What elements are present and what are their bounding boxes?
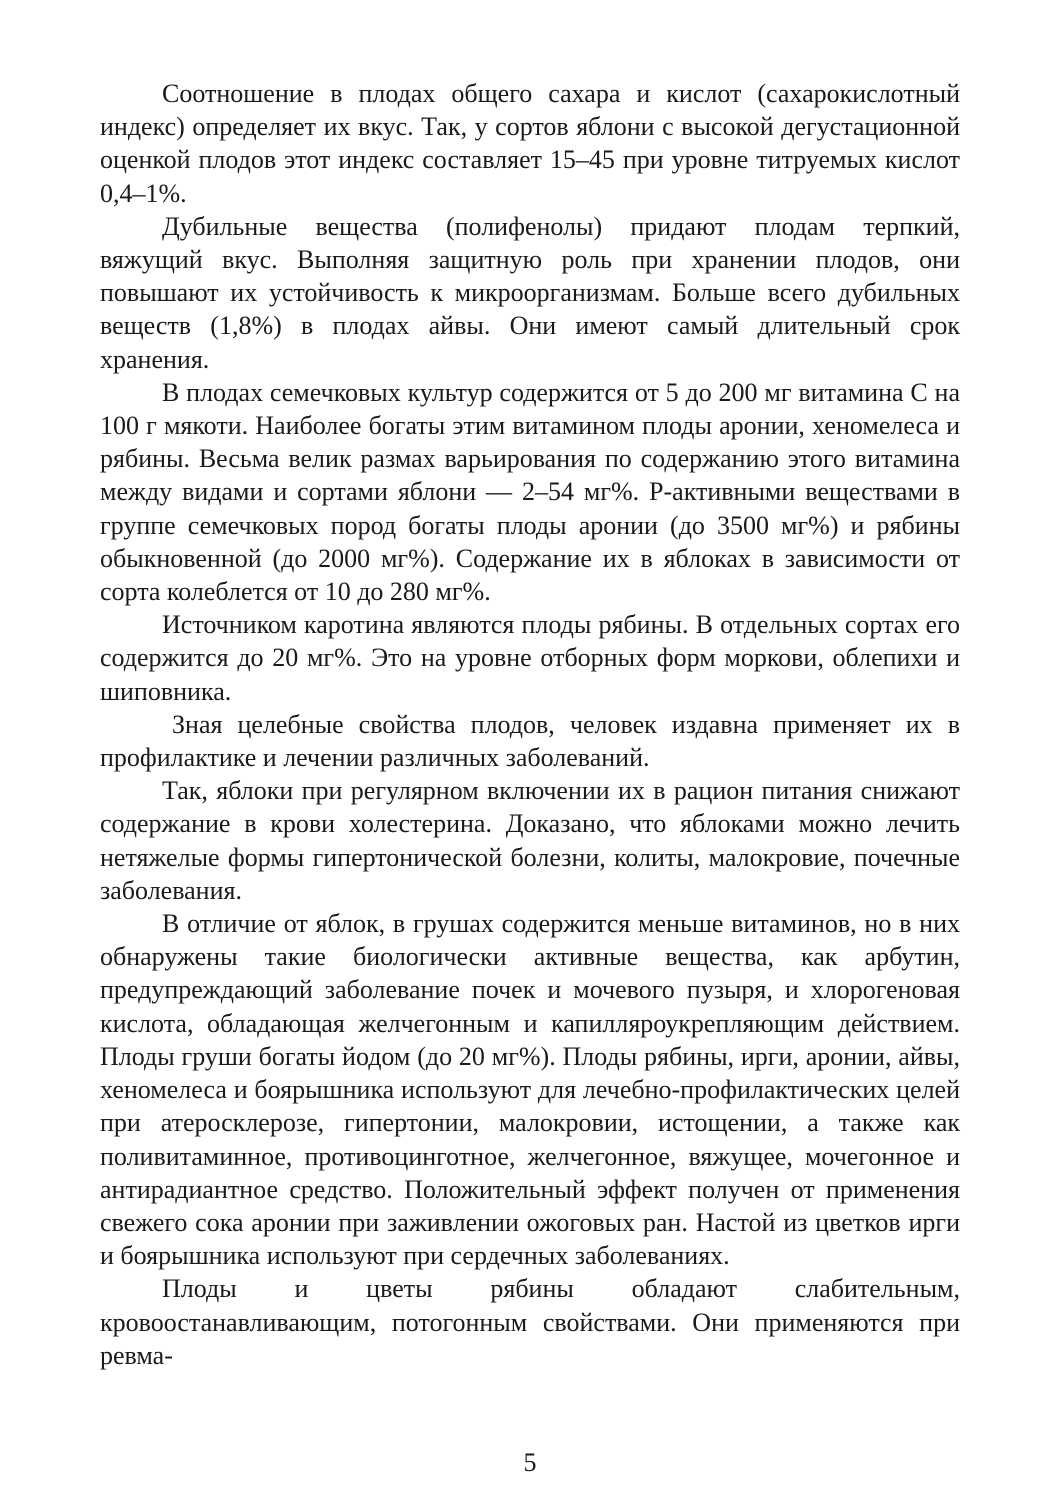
body-text [100,77,960,1372]
page-number: 5 [523,1448,537,1477]
paragraph-pears: В отличие от яблок, в грушах содержится меньше витаминов, но в них обнаружены такие биологически активные вещества, как арбутин, предупреждающий заболевание почек и мочевого пузыря, и хлорогеновая кислота, обладающая желчегонным и капилляроукрепляющим действием. Плоды груши богаты йодом (до 20 мг%). Плоды рябины, ирги, аронии, айвы, хеномелеса и боярышника используют для лечебно-профилактических целей при атеросклерозе, гипертонии, малокровии, истощении, а также как поливитаминное, противоцинготное, желчегонное, вяжущее, мочегонное и антирадиантное средство. Положительный эффект получен от применения свежего сока аронии при заживлении ожоговых ран. Настой из цветков ирги и боярышника используют при сердечных заболеваниях. [100,909,960,1271]
paragraph-sugar-acid-index: Соотношение в плодах общего сахара и кислот (сахарокислотный индекс) определяет их вкус. Так, у сортов яблони с высокой дегустационной оценкой плодов этот индекс составляет 15–45 при уровне титруемых кислот 0,4–1%. [100,79,960,208]
paragraph-rowan: Плоды и цветы рябины обладают слабительным, кровоостанавливающим, потогонным свойствами. Они применяются при ревма- [100,1274,960,1370]
paragraph-healing-properties: Зная целебные свойства плодов, человек издавна применяет их в профилактике и лечении различных заболеваний. [100,709,960,773]
paragraph-apples: Так, яблоки при регулярном включении их в рацион питания снижают содержание в крови холестерина. Доказано, что яблоками можно лечить нетяжелые формы гипертонической болезни, колиты, малокровие, почечные заболевания. [100,776,960,905]
paragraph-carotene: Источником каротина являются плоды рябины. В отдельных сортах его содержится до 20 мг%. Это на уровне отборных форм моркови, облепихи и шиповника. [100,610,960,706]
paragraph-vitamin-c: В плодах семечковых культур содержится от 5 до 200 мг витамина С на 100 г мякоти. Наиболее богаты этим витамином плоды аронии, хеномелеса и рябины. Весьма велик размах варьирования по содержанию этого витамина между видами и сортами яблони — 2–54 мг%. Р-активными веществами в группе семечковых пород богаты плоды аронии (до 3500 мг%) и рябины обыкновенной (до 2000 мг%). Содержание их в яблоках в зависимости от сорта колеблется от 10 до 280 мг%. [100,377,960,607]
paragraph-tannins: Дубильные вещества (полифенолы) придают плодам терпкий, вяжущий вкус. Выполняя защитную роль при хранении плодов, они повышают их устойчивость к микроорганизмам. Больше всего дубильных веществ (1,8%) в плодах айвы. Они имеют самый длительный срок хранения. [100,211,960,374]
